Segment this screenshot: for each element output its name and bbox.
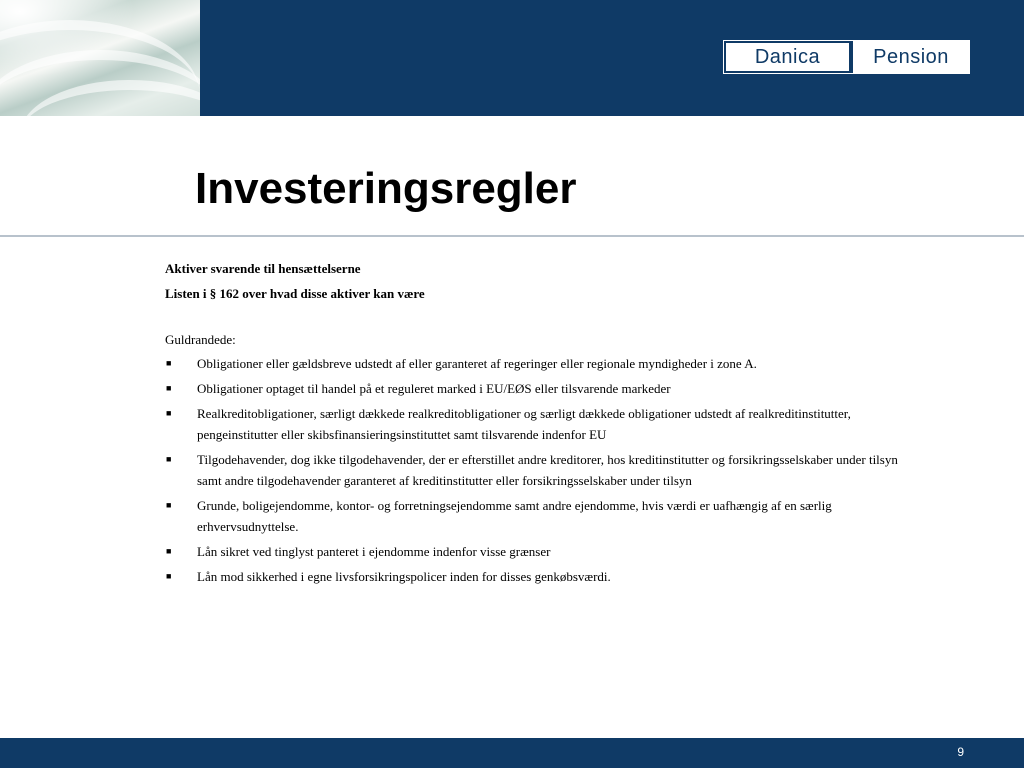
list-item-text: Obligationer optaget til handel på et reguleret marked i EU/EØS eller tilsvarende markeder [197, 381, 671, 396]
list-item [165, 495, 910, 537]
list-item-text: Grunde, boligejendomme, kontor- og forretningsejendomme samt andre ejendomme, hvis værdi er uafhængig af en særlig erhvervsudnyttelse. [197, 498, 832, 534]
bullet-list [165, 353, 910, 587]
bullet-square-icon: ■ [166, 408, 172, 418]
title-divider [0, 235, 1024, 237]
bullet-square-icon: ■ [166, 546, 172, 556]
body-heading-2: Listen i § 162 over hvad disse aktiver kan være [165, 286, 425, 301]
slide-title: Investeringsregler [195, 164, 577, 213]
bullet-square-icon: ■ [166, 500, 172, 510]
bullet-square-icon: ■ [166, 454, 172, 464]
bullet-square-icon: ■ [166, 383, 172, 393]
list-item-text: Obligationer eller gældsbreve udstedt af eller garanteret af regeringer eller regionale myndigheder i zone A. [197, 356, 757, 371]
list-item-text: Tilgodehavender, dog ikke tilgodehavender, der er efterstillet andre kreditorer, hos kreditinstitutter og forsikringsselskaber under tilsyn samt andre tilgodehavender garanteret af kreditinstitutter eller forsikringsselskaber under tilsyn [197, 452, 898, 488]
logo-text-danica: Danica [724, 41, 851, 73]
list-item [165, 403, 910, 445]
slide-body [165, 258, 910, 591]
danica-pension-logo [723, 40, 970, 74]
bullet-square-icon: ■ [166, 358, 172, 368]
list-item-text: Lån mod sikkerhed i egne livsforsikringspolicer inden for disses genkøbsværdi. [197, 569, 611, 584]
page-number: 9 [957, 745, 964, 759]
list-item [165, 541, 910, 562]
body-heading-1: Aktiver svarende til hensættelserne [165, 261, 361, 276]
header-bar [0, 0, 1024, 116]
list-item [165, 353, 910, 374]
list-item-text: Realkreditobligationer, særligt dækkede realkreditobligationer og særligt dækkede obligationer udstedt af realkreditinstitutter, pengeinstitutter eller skibsfinansieringsinstituttet samt tilsvarende indenfor EU [197, 406, 851, 442]
footer-bar [0, 738, 1024, 768]
decorative-corner-image [0, 0, 200, 116]
section-label: Guldrandede: [165, 332, 236, 347]
list-item [165, 566, 910, 587]
bullet-square-icon: ■ [166, 571, 172, 581]
list-item [165, 378, 910, 399]
logo-text-pension: Pension [851, 41, 969, 73]
list-item [165, 449, 910, 491]
list-item-text: Lån sikret ved tinglyst panteret i ejendomme indenfor visse grænser [197, 544, 551, 559]
